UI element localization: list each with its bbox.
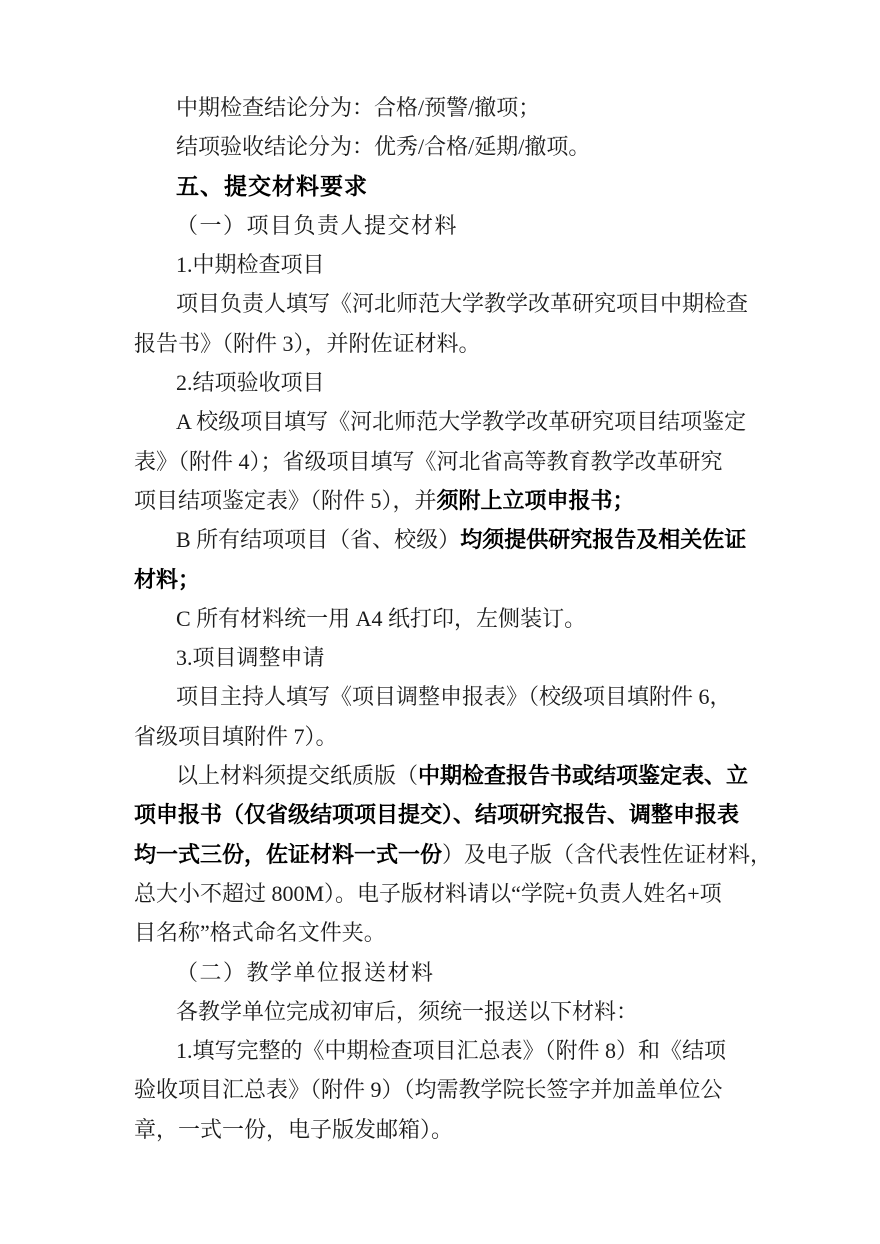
- text-segment: ）及电子版（含代表性佐证材料，: [442, 841, 773, 867]
- text-segment: 报告书》（附件 3），并附佐证材料。: [134, 330, 481, 356]
- text-segment: 1.填写完整的《中期检查项目汇总表》（附件 8）和《结项: [176, 1038, 727, 1064]
- paragraph-line: [134, 835, 773, 874]
- paragraph-line: [134, 481, 752, 520]
- paragraph-line: [134, 1031, 752, 1070]
- paragraph-line: [134, 874, 752, 913]
- paragraph-line: [134, 560, 752, 599]
- text-segment: B 所有结项项目（省、校级）: [176, 527, 461, 553]
- paragraph-line: [134, 913, 752, 952]
- text-segment: 项目结项鉴定表》（附件 5），并: [134, 487, 437, 513]
- paragraph-line: [134, 599, 752, 638]
- text-segment: 章，一式一份，电子版发邮箱）。: [134, 1116, 454, 1142]
- text-segment: 项目负责人填写《河北师范大学教学改革研究项目中期检查: [176, 291, 749, 317]
- text-segment: 表》（附件 4）；省级项目填写《河北省高等教育教学改革研究: [134, 448, 723, 474]
- subsection-heading: [134, 206, 752, 245]
- paragraph-line: [134, 795, 752, 834]
- text-segment: 省级项目填附件 7）。: [134, 723, 338, 749]
- paragraph-line: [134, 442, 752, 481]
- document-content: [134, 88, 773, 1149]
- text-segment: 中期检查结论分为：合格/预警/撤项；: [176, 95, 541, 120]
- paragraph-line: [134, 717, 752, 756]
- paragraph-line: [134, 638, 752, 677]
- text-segment: 3.项目调整申请: [176, 645, 325, 671]
- emphasized-text: 中期检查报告书或结项鉴定表、立: [418, 763, 749, 789]
- paragraph-line: [134, 992, 752, 1031]
- section-heading: [134, 167, 752, 206]
- text-segment: 总大小不超过 800M）。电子版材料请以“学院+负责人姓名+项: [134, 880, 722, 906]
- emphasized-text: 均须提供研究报告及相关佐证: [460, 527, 747, 553]
- paragraph-line: [134, 284, 752, 323]
- text-segment: 1.中期检查项目: [176, 252, 325, 278]
- text-segment: 验收项目汇总表》（附件 9）（均需教学院长签字并加盖单位公: [134, 1077, 723, 1103]
- text-segment: 项目主持人填写《项目调整申报表》（校级项目填附件 6，: [176, 684, 732, 710]
- subsection-heading: [134, 953, 752, 992]
- text-segment: 结项验收结论分为：优秀/合格/延期/撤项。: [176, 134, 591, 160]
- emphasized-text: 材料；: [134, 566, 201, 592]
- emphasized-text: 项申报书（仅省级结项项目提交）、结项研究报告、调整申报表: [134, 802, 740, 828]
- text-segment: A 校级项目填写《河北师范大学教学改革研究项目结项鉴定: [176, 409, 747, 435]
- text-segment: 以上材料须提交纸质版（: [176, 763, 419, 789]
- paragraph-line: [134, 245, 752, 284]
- text-segment: 各教学单位完成初审后，须统一报送以下材料：: [176, 998, 639, 1024]
- emphasized-text: 须附上立项申报书；: [436, 487, 635, 513]
- paragraph-line: [134, 402, 752, 441]
- paragraph-line: [134, 1070, 752, 1109]
- paragraph-line: [134, 1110, 752, 1149]
- paragraph-line: [134, 127, 752, 166]
- text-segment: C 所有材料统一用 A4 纸打印，左侧装订。: [176, 605, 587, 631]
- paragraph-line: [134, 677, 752, 716]
- paragraph-line: [134, 520, 752, 559]
- paragraph-line: [134, 88, 752, 127]
- paragraph-line: [134, 324, 752, 363]
- text-segment: 目名称”格式命名文件夹。: [134, 920, 386, 946]
- text-segment: （一）项目负责人提交材料: [176, 212, 459, 238]
- text-segment: （二）教学单位报送材料: [176, 959, 435, 985]
- emphasized-text: 五、提交材料要求: [176, 172, 368, 199]
- paragraph-line: [134, 756, 752, 795]
- emphasized-text: 均一式三份，佐证材料一式一份: [134, 841, 443, 867]
- paragraph-line: [134, 363, 752, 402]
- text-segment: 2.结项验收项目: [176, 370, 325, 396]
